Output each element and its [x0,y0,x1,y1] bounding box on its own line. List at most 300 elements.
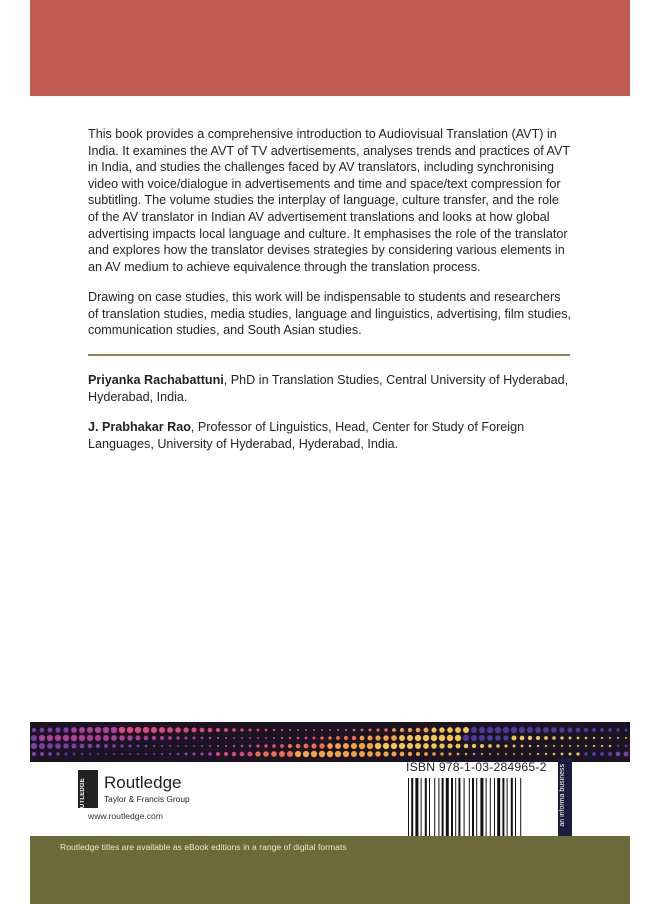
pattern-dot [392,728,396,732]
pattern-dot [265,729,268,732]
pattern-dot [111,735,117,741]
pattern-dot [96,744,100,748]
pattern-dot [159,727,165,733]
pattern-dot [175,727,181,733]
pattern-dot [513,745,516,748]
pattern-dot [439,743,444,748]
pattern-dot [87,735,93,741]
description-paragraph-2: Drawing on case studies, this work will be indispensable to students and researchers of translation studies, media studies, language and linguistics, advertising, film studies, communication studies, and South Asian studies. [88,290,572,338]
author-name-1: Priyanka Rachabattuni [88,373,224,387]
pattern-dot [161,753,163,755]
pattern-dot [31,743,37,749]
pattern-dot [561,753,564,756]
pattern-dot [568,752,571,755]
pattern-dot [497,753,499,755]
pattern-dot [88,744,93,749]
pattern-dot [343,751,349,757]
pattern-dot [400,728,404,732]
author-name-2: J. Prabhakar Rao [88,420,191,434]
pattern-dot [95,727,101,733]
pattern-dot [249,745,252,748]
pattern-dot [56,752,60,756]
pattern-dot [496,744,499,747]
pattern-dot [488,744,492,748]
publisher-logo [78,770,218,816]
barcode-bar [502,778,504,838]
pattern-dot [177,745,179,747]
pattern-dot [625,745,628,748]
barcode-bar [446,778,449,838]
pattern-dot [353,729,356,732]
pattern-dot [600,752,604,756]
pattern-dot [552,736,556,740]
pattern-dot [289,729,291,731]
pattern-dot [463,727,469,733]
pattern-dot [320,736,323,739]
pattern-dot [617,745,620,748]
pattern-dot [63,727,68,732]
pattern-dot [569,737,572,740]
pattern-dot [217,745,219,747]
pattern-dot [272,744,276,748]
pattern-dot [209,737,212,740]
pattern-dot [167,727,173,733]
pattern-dot [512,736,517,741]
pattern-dot [616,728,619,731]
pattern-dot [209,745,211,747]
pattern-dot [281,729,283,731]
pattern-dot [273,737,275,739]
pattern-dot [529,753,531,755]
pattern-dot [544,736,548,740]
pattern-dot [216,752,220,756]
pattern-dot [577,745,579,747]
pattern-dot [479,727,485,733]
author-credentials-1: , PhD in Translation Studies, Central University of Hyderabad, Hyderabad, India. [88,373,569,404]
pattern-dot [119,727,125,733]
pattern-dot [112,744,116,748]
pattern-dot [313,729,315,731]
pattern-dot [303,751,309,757]
pattern-dot [79,735,85,741]
pattern-dot [119,735,124,740]
pattern-dot [504,744,507,747]
description-paragraph-1: This book provides a comprehensive introduction to Audiovisual Translation (AVT) in India. It examines the AVT of TV advertisements, analyses trends and practices of AVT in India, and studies the challenges faced by AV translators, including synchronising video with voice/dialogue in advertisements and time and space/text compression for subtitling. The volume studies the interplay of language, culture transfer, and the role of the AV translator in Indian AV advertisement translations and looks at how global advertising impacts local language and culture. It emphasises the role of the translator and explores how the translator devises strategies by considering various elements in an AV medium to achieve equivalence through the translation process. [88,127,570,274]
author-credentials-2: , Professor of Linguistics, Head, Center for Study of Foreign Languages, University of Hyderabad, Hyderabad, India. [88,420,525,451]
pattern-dot [145,753,147,755]
pattern-dot [481,753,483,755]
barcode-bar [425,778,427,838]
pattern-dot [127,727,133,733]
pattern-dot [511,727,517,733]
pattern-dot [431,727,436,732]
pattern-dot [256,744,259,747]
pattern-dot [63,743,68,748]
pattern-dot [463,735,469,741]
pattern-dot [399,735,405,741]
dotted-pattern-band [30,722,630,762]
pattern-dot [128,744,131,747]
pattern-dot [495,735,500,740]
pattern-dot [392,752,397,757]
pattern-dot [257,729,260,732]
pattern-dot [423,735,429,741]
pattern-dot [248,728,251,731]
pattern-dot [208,728,213,733]
pattern-dot [191,727,196,732]
pattern-dot [465,753,468,756]
pattern-dot [439,735,445,741]
divider-rule [88,354,570,356]
pattern-dot [616,752,621,757]
pattern-dot [400,752,405,757]
pattern-dot [177,753,180,756]
pattern-dot [151,727,157,733]
pattern-dot [455,727,461,733]
pattern-dot [472,744,476,748]
pattern-dot [375,743,381,749]
pattern-dot [73,753,76,756]
pattern-dot [255,751,260,756]
pattern-dot [609,737,611,739]
pattern-dot [367,735,372,740]
pattern-dot [527,727,533,733]
pattern-dot [137,745,140,748]
barcode-bar [429,778,430,838]
publisher-group: Taylor & Francis Group [104,794,190,804]
pattern-dot [384,728,387,731]
pattern-dot [585,745,587,747]
pattern-dot [103,727,109,733]
pattern-dot [185,745,187,747]
pattern-dot [543,727,549,733]
pattern-dot [336,736,340,740]
pattern-dot [521,753,523,755]
pattern-dot [592,728,596,732]
pattern-dot [561,745,563,747]
pattern-dot [327,751,333,757]
pattern-dot [224,752,228,756]
pattern-dot [71,727,77,733]
pattern-dot [617,737,619,739]
pattern-dot [289,737,291,739]
pattern-dot [369,729,372,732]
pattern-dot [271,751,277,757]
pattern-dot [447,727,453,733]
informa-label: an informa business [559,764,566,827]
barcode-bar [411,778,413,838]
barcode-bar [464,778,465,838]
pattern-dot [424,728,429,733]
barcode-bar [458,778,460,838]
pattern-dot [480,744,484,748]
pattern-dot [471,735,477,741]
pattern-dot [503,735,508,740]
pattern-dot [48,752,52,756]
pattern-dot [136,736,141,741]
informa-strip [558,758,572,844]
pattern-dot [80,744,85,749]
pattern-dot [367,751,373,757]
pattern-dot [391,743,397,749]
pattern-dot [169,745,171,747]
routledge-mark-icon: ROUTLEDGE [78,770,98,808]
pattern-dot [464,744,469,749]
pattern-dot [361,729,364,732]
pattern-dot [64,752,67,755]
pattern-dot [473,753,475,755]
pattern-dot [168,736,172,740]
pattern-dot [536,736,540,740]
barcode-bar [507,778,508,838]
pattern-dot [152,736,156,740]
pattern-dot [407,743,413,749]
pattern-dot [39,743,45,749]
pattern-dot [311,751,317,757]
barcode-bar [480,778,483,838]
pattern-dot [89,753,92,756]
pattern-dot [263,751,269,757]
pattern-dot [144,736,149,741]
pattern-dot [553,745,555,747]
pattern-dot [297,729,299,731]
pattern-dot [329,729,331,731]
pattern-dot [200,728,205,733]
pattern-dot [537,753,539,755]
pattern-dot [241,737,243,739]
pattern-dot [104,744,108,748]
pattern-dot [471,727,477,733]
pattern-dot [608,752,612,756]
pattern-dot [200,752,203,755]
author-bio-1 [88,372,572,405]
pattern-dot [487,735,493,741]
barcode [406,778,552,838]
pattern-dot [217,737,219,739]
pattern-dot [81,753,84,756]
barcode-bar [408,778,409,838]
pattern-dot [593,745,595,747]
pattern-dot [367,743,373,749]
pattern-dot [513,753,515,755]
pattern-dot [312,736,315,739]
pattern-dot [624,728,627,731]
pattern-dot [625,737,627,739]
pattern-dot [48,728,53,733]
pattern-dot [120,744,123,747]
pattern-dot [407,735,413,741]
pattern-dot [416,752,420,756]
barcode-icon [406,778,552,838]
pattern-dot [352,736,356,740]
barcode-bar [497,778,500,838]
pattern-dot [279,751,285,757]
pattern-dot [408,728,412,732]
pattern-dot [601,737,603,739]
pattern-dot [360,736,365,741]
pattern-dot [71,743,76,748]
pattern-dot [576,752,579,755]
barcode-bar [421,778,422,838]
pattern-dot [153,745,155,747]
pattern-dot [503,727,509,733]
pattern-dot [416,728,421,733]
pattern-dot [240,752,245,757]
pattern-dot [408,752,412,756]
pattern-dot [391,735,397,741]
pattern-dot [55,735,61,741]
pattern-dot [415,735,421,741]
pattern-dot [63,735,69,741]
pattern-dot [247,751,252,756]
barcode-bar [520,778,521,838]
pattern-dot [153,753,155,755]
pattern-dot [176,736,180,740]
pattern-dot [567,727,572,732]
pattern-dot [529,745,531,747]
pattern-dot [343,743,349,749]
pattern-dot [351,751,357,757]
pattern-dot [111,727,117,733]
pattern-dot [135,727,141,733]
pattern-dot [447,735,453,741]
pattern-dot [295,751,301,757]
back-cover [30,0,630,904]
pattern-dot [440,752,443,755]
author-bio-2 [88,419,572,452]
pattern-dot [192,752,195,755]
pattern-dot [489,753,491,755]
pattern-dot [528,736,532,740]
barcode-bar [415,778,418,838]
pattern-dot [487,727,493,733]
pattern-dot [545,753,547,755]
pattern-dot [319,743,324,748]
pattern-dot [337,729,339,731]
pattern-dot [383,743,389,749]
pattern-dot [505,753,507,755]
pattern-dot [495,727,501,733]
barcode-bar [472,778,474,838]
pattern-dot [257,737,259,739]
pattern-dot [47,743,53,749]
pattern-dot [32,728,36,732]
barcode-bar [476,778,477,838]
pattern-dot [383,735,389,741]
pattern-dot [297,737,300,740]
pattern-dot [225,737,227,739]
pattern-dot [103,735,109,741]
pattern-dot [423,743,429,749]
pattern-dot [609,745,611,747]
pattern-dot [592,752,596,756]
pattern-dot [281,737,283,739]
barcode-bar [469,778,470,838]
pattern-dot [240,728,243,731]
pattern-dot [584,752,588,756]
pattern-dot [449,753,452,756]
pattern-dot [161,745,163,747]
pattern-dot [344,736,348,740]
pattern-dot [137,753,139,755]
pattern-dot [193,745,195,747]
pattern-dot [375,735,380,740]
pattern-dot [551,727,557,733]
pattern-dot [456,744,461,749]
pattern-dot [113,753,115,755]
pattern-dot [519,727,525,733]
pattern-dot [327,743,333,749]
pattern-dot [335,743,341,749]
barcode-bar [442,778,444,838]
pattern-dot [169,753,171,755]
pattern-dot [280,744,284,748]
pattern-dot [535,727,541,733]
pattern-dot [40,728,45,733]
pattern-dot [328,736,332,740]
pattern-dot [431,735,437,741]
pattern-dot [232,752,236,756]
pattern-dot [127,735,132,740]
pattern-dot [569,745,571,747]
pattern-dot [97,753,99,755]
barcode-bar [438,778,439,838]
pattern-dot [95,735,101,741]
pattern-dot [585,737,588,740]
pattern-dot [304,744,309,749]
pattern-dot [457,753,460,756]
pattern-dot [576,728,581,733]
pattern-dot [311,743,316,748]
pattern-dot [287,751,293,757]
pattern-dot [241,745,244,748]
pattern-dot [233,737,235,739]
pattern-dot [55,743,61,749]
pattern-dot [305,729,307,731]
pattern-dot [624,752,629,757]
header-color-band [30,0,630,96]
pattern-dot [121,753,123,755]
pattern-dot [264,744,267,747]
pattern-dot [305,737,308,740]
pattern-dot [608,728,612,732]
pattern-dot [455,735,461,741]
pattern-dot [55,727,60,732]
pattern-dot [577,737,580,740]
pattern-dot [296,744,301,749]
pattern-dot [185,753,188,756]
pattern-dot [321,729,323,731]
pattern-dot [273,729,275,731]
pattern-dot [399,743,405,749]
pattern-dot [71,735,77,741]
barcode-bar [515,778,516,838]
publisher-website[interactable]: www.routledge.com [88,811,163,821]
footer-note: Routledge titles are available as eBook editions in a range of digital formats [60,842,347,852]
pattern-dot [345,729,347,731]
pattern-dot [193,737,196,740]
barcode-bar [455,778,456,838]
pattern-dot [201,745,203,747]
pattern-dot [351,743,357,749]
pattern-dot [233,745,236,748]
pattern-dot [183,727,188,732]
barcode-bar [451,778,453,838]
isbn-label: ISBN 978-1-03-284965-2 [406,760,547,774]
barcode-bar [494,778,495,838]
pattern-dot [521,745,524,748]
pattern-dot [600,728,604,732]
